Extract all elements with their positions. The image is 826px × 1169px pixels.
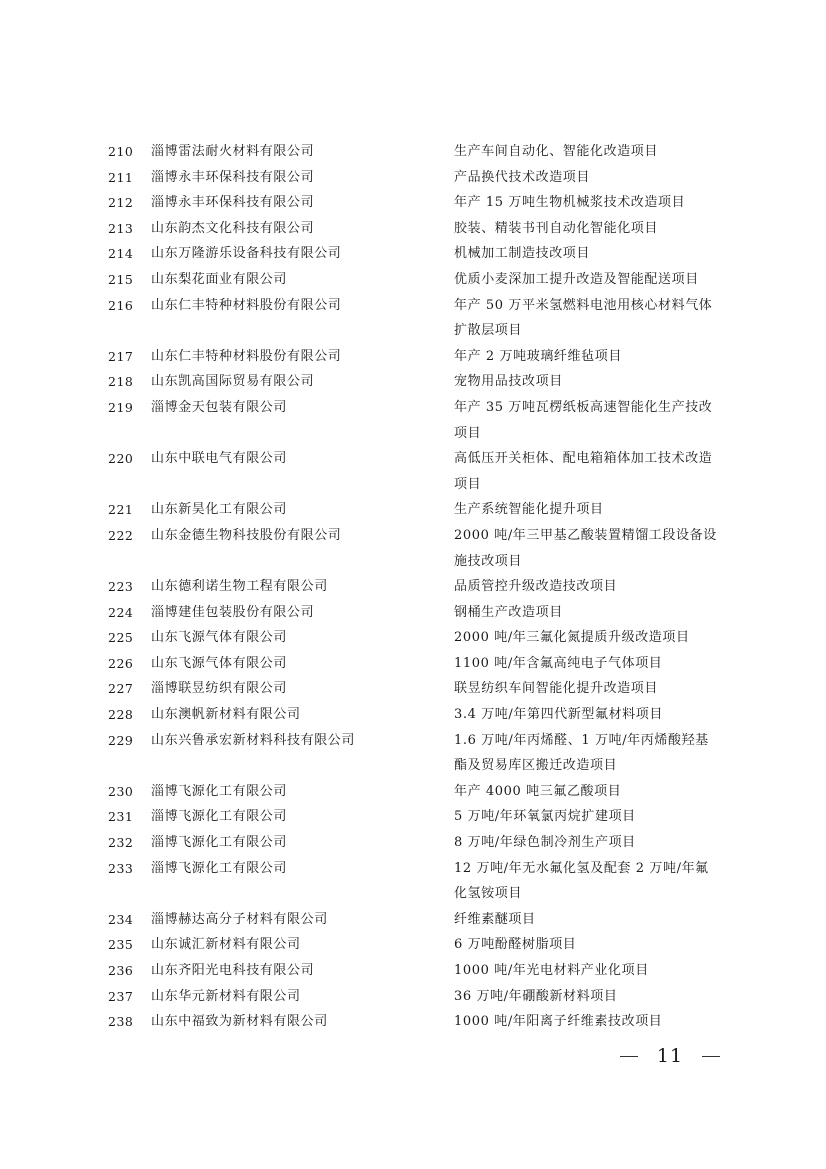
project-name: 1000 吨/年阳离子纤维素技改项目: [454, 1014, 663, 1030]
project-name: 胶装、精装书刊自动化智能化项目: [454, 220, 659, 236]
table-row: [108, 651, 728, 677]
table-row: [108, 600, 728, 626]
table-row: [108, 369, 728, 395]
company-name: 山东中联电气有限公司: [151, 451, 288, 467]
project-name: 年产 50 万平米氢燃料电池用核心材料气体扩散层项目: [454, 297, 713, 339]
table-row: [108, 241, 728, 267]
project-name: 生产车间自动化、智能化改造项目: [454, 144, 659, 159]
table-row: [108, 1009, 728, 1035]
footer-right-dash: [702, 1056, 720, 1057]
table-row: [108, 856, 728, 907]
table-row: [108, 344, 728, 370]
project-name: 6 万吨酚醛树脂项目: [454, 937, 577, 953]
table-row: [108, 932, 728, 958]
project-name: 年产 4000 吨三氟乙酸项目: [454, 783, 622, 799]
page-footer: [620, 1038, 720, 1074]
table-row: [108, 779, 728, 805]
company-name: 山东诚汇新材料有限公司: [151, 937, 301, 953]
project-name: 12 万吨/年无水氟化氢及配套 2 万吨/年氟化氢铵项目: [454, 860, 709, 902]
project-name: 1100 吨/年含氟高纯电子气体项目: [454, 655, 663, 671]
company-name: 山东万隆游乐设备科技有限公司: [151, 246, 342, 262]
company-name: 淄博联昱纺织有限公司: [151, 681, 288, 697]
project-name: 8 万吨/年绿色制冷剂生产项目: [454, 835, 636, 851]
company-name: 淄博飞源化工有限公司: [151, 809, 288, 825]
company-name: 淄博永丰环保科技有限公司: [151, 169, 315, 185]
row-number: 222: [108, 527, 134, 543]
row-number: 228: [108, 707, 134, 723]
company-name: 山东飞源气体有限公司: [151, 655, 288, 671]
project-name: 钢桶生产改造项目: [454, 604, 563, 620]
project-name: 机械加工制造技改项目: [454, 246, 591, 262]
row-number: 225: [108, 630, 134, 646]
project-name: 3.4 万吨/年第四代新型氟材料项目: [454, 707, 663, 723]
project-name: 2000 吨/年三氟化氮提质升级改造项目: [454, 630, 690, 646]
page-number: 11: [656, 1045, 684, 1067]
table-row: [108, 702, 728, 728]
footer-left-dash: [620, 1056, 638, 1057]
table-row: [108, 830, 728, 856]
project-name: 纤维素醚项目: [454, 911, 536, 927]
row-number: 233: [108, 860, 134, 876]
table-row: [108, 676, 728, 702]
table-row: [108, 907, 728, 933]
project-name: 1000 吨/年光电材料产业化项目: [454, 963, 649, 978]
company-name: 山东飞源气体有限公司: [151, 630, 288, 646]
project-name: 年产 2 万吨玻璃纤维毡项目: [454, 348, 622, 364]
company-name: 山东德利诺生物工程有限公司: [151, 579, 328, 595]
company-name: 山东华元新材料有限公司: [151, 988, 301, 1004]
table-row: [108, 574, 728, 600]
table-row: [108, 523, 728, 574]
company-name: 淄博雷法耐火材料有限公司: [151, 144, 315, 159]
project-name: 品质管控升级改造技改项目: [454, 579, 618, 595]
company-name: 淄博赫达高分子材料有限公司: [151, 911, 328, 927]
company-name: 山东仁丰特种材料股份有限公司: [151, 297, 342, 313]
row-number: 234: [108, 911, 134, 927]
table-row: [108, 497, 728, 523]
table-row: [108, 804, 728, 830]
project-name: 联昱纺织车间智能化提升改造项目: [454, 681, 659, 697]
company-name: 淄博建佳包装股份有限公司: [151, 604, 315, 620]
table-row: [108, 446, 728, 497]
row-number: 215: [108, 271, 134, 287]
row-number: 221: [108, 502, 134, 518]
row-number: 218: [108, 374, 134, 390]
row-number: 216: [108, 297, 134, 313]
row-number: 229: [108, 732, 134, 748]
project-name: 年产 15 万吨生物机械浆技术改造项目: [454, 195, 686, 211]
company-name: 山东兴鲁承宏新材料科技有限公司: [151, 732, 356, 748]
table-row: [108, 139, 728, 165]
project-name: 5 万吨/年环氧氯丙烷扩建项目: [454, 809, 636, 825]
table-row: [108, 728, 728, 779]
project-name: 宠物用品技改项目: [454, 374, 563, 390]
company-name: 淄博飞源化工有限公司: [151, 783, 288, 799]
row-number: 219: [108, 399, 134, 415]
row-number: 214: [108, 246, 134, 262]
row-number: 235: [108, 937, 134, 953]
company-name: 淄博金天包装有限公司: [151, 399, 288, 415]
company-name: 山东齐阳光电科技有限公司: [151, 963, 315, 978]
project-name: 生产系统智能化提升项目: [454, 502, 604, 518]
row-number: 231: [108, 809, 134, 825]
table-row: [108, 190, 728, 216]
row-number: 238: [108, 1014, 134, 1030]
project-name: 1.6 万吨/年丙烯醛、1 万吨/年丙烯酸羟基酯及贸易库区搬迁改造项目: [454, 732, 709, 774]
row-number: 213: [108, 220, 134, 236]
company-name: 山东仁丰特种材料股份有限公司: [151, 348, 342, 364]
row-number: 236: [108, 963, 134, 978]
row-number: 227: [108, 681, 134, 697]
company-name: 山东金德生物科技股份有限公司: [151, 527, 342, 543]
table-row: [108, 395, 728, 446]
row-number: 217: [108, 348, 134, 364]
company-name: 山东澳帆新材料有限公司: [151, 707, 301, 723]
project-name: 2000 吨/年三甲基乙酸装置精馏工段设备设施技改项目: [454, 527, 717, 569]
table-row: [108, 984, 728, 1010]
company-name: 淄博永丰环保科技有限公司: [151, 195, 315, 211]
row-number: 224: [108, 604, 134, 620]
table-row: [108, 216, 728, 242]
table-row: [108, 267, 728, 293]
row-number: 232: [108, 835, 134, 851]
table-row: [108, 625, 728, 651]
table-row: [108, 165, 728, 191]
company-name: 山东凯高国际贸易有限公司: [151, 374, 315, 390]
project-table: [108, 139, 728, 1035]
row-number: 220: [108, 451, 134, 467]
project-name: 产品换代技术改造项目: [454, 169, 591, 185]
row-number: 230: [108, 783, 134, 799]
company-name: 淄博飞源化工有限公司: [151, 835, 288, 851]
project-name: 高低压开关柜体、配电箱箱体加工技术改造项目: [454, 451, 713, 492]
project-name: 优质小麦深加工提升改造及智能配送项目: [454, 271, 699, 287]
table-row: [108, 293, 728, 344]
row-number: 211: [108, 169, 134, 185]
company-name: 山东中福致为新材料有限公司: [151, 1014, 328, 1030]
company-name: 淄博飞源化工有限公司: [151, 860, 288, 876]
row-number: 226: [108, 655, 134, 671]
project-name: 36 万吨/年硼酸新材料项目: [454, 988, 618, 1004]
project-name: 年产 35 万吨瓦楞纸板高速智能化生产技改项目: [454, 399, 713, 441]
row-number: 212: [108, 195, 134, 211]
company-name: 山东梨花面业有限公司: [151, 271, 288, 287]
row-number: 223: [108, 579, 134, 595]
row-number: 237: [108, 988, 134, 1004]
row-number: 210: [108, 144, 134, 159]
company-name: 山东韵杰文化科技有限公司: [151, 220, 315, 236]
company-name: 山东新昊化工有限公司: [151, 502, 288, 518]
table-row: [108, 958, 728, 984]
